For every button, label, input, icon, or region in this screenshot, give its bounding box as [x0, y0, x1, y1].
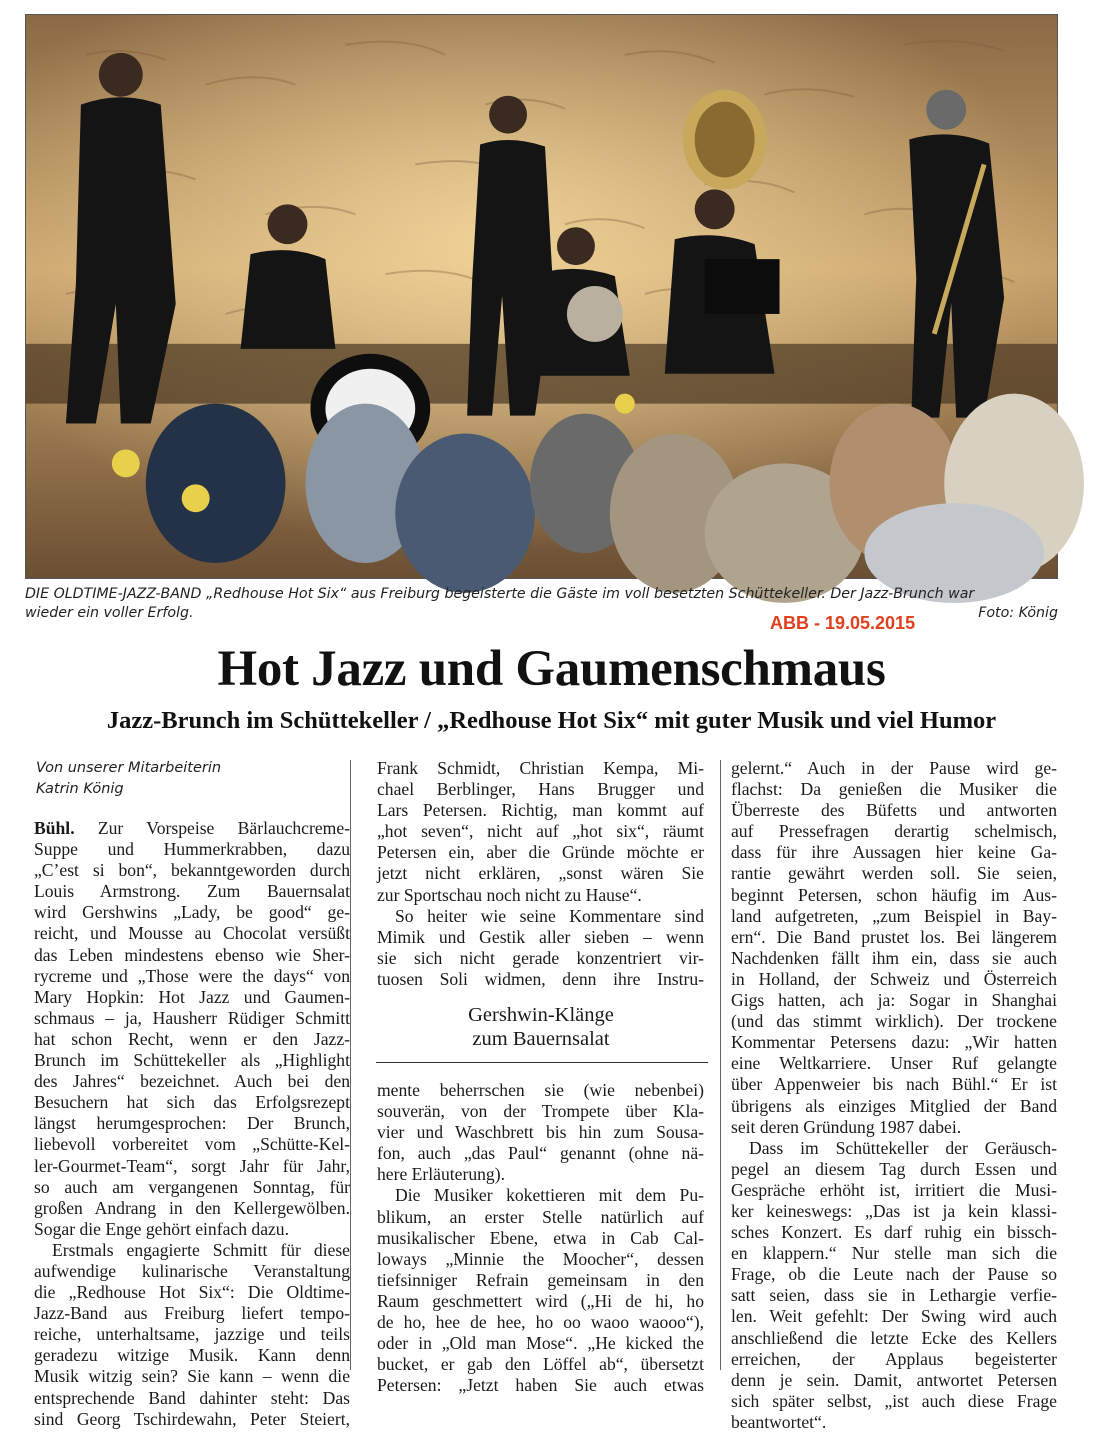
article-line: Gigs hatten, ach ja: Sogar in Shanghai: [731, 990, 1057, 1011]
article-line: rycreme und „Those were the days“ von: [34, 965, 350, 986]
article-line: land aufgetreten, „zum Beispiel in Bay-: [731, 905, 1057, 926]
pull-quote: [376, 1003, 706, 1051]
article-line: eine Weltkarriere. Unser Ruf gelangte: [731, 1053, 1057, 1074]
article-line: „C’est si bon“, bekanntgeworden durch: [34, 860, 350, 881]
article-line: musikalischer Ebene, etwa in Cab Cal-: [377, 1227, 704, 1248]
article-line: übrigens als einziges Mitglied der Band: [731, 1095, 1057, 1116]
article-line: fon, auch „das Paul“ genannt (ohne nä-: [377, 1143, 704, 1164]
byline: [36, 758, 221, 800]
pull-quote-rule: [376, 1062, 708, 1063]
article-line: chael Berblinger, Hans Brugger und: [377, 779, 704, 800]
column-divider: [350, 760, 351, 1370]
article-line: in Holland, der Schweiz und Österreich: [731, 968, 1057, 989]
article-line: aufwendige kulinarische Veranstaltung: [34, 1260, 350, 1281]
article-line: Suppe und Hummerkrabben, dazu: [34, 839, 350, 860]
band-photo: [25, 14, 1058, 579]
article-line: blikum, an erster Stelle natürlich auf: [377, 1206, 704, 1227]
article-line: len. Weit gefehlt: Der Swing wird auch: [731, 1306, 1057, 1327]
article-line: Dass im Schüttekeller der Geräusch-: [749, 1137, 1057, 1158]
article-line: so auch am vergangenen Sonntag, für: [34, 1176, 350, 1197]
article-line: beginnt Petersen, schon häufig im Aus-: [731, 884, 1057, 905]
article-line: Brunch im Schüttekeller als „Highlight: [34, 1050, 350, 1071]
article-line: souverän, von der Trompete über Kla-: [377, 1101, 704, 1122]
article-line: sches Konzert. Es darf ruhig ein bissch-: [731, 1222, 1057, 1243]
article-column-2-bottom: [377, 1080, 704, 1396]
article-line: über Appenweier bis nach Bühl.“ Er ist: [731, 1074, 1057, 1095]
article-line: „hot seven“, nicht auf „hot six“, räumt: [377, 821, 704, 842]
article-line: ler-Gourmet-Team“, sorgt Jahr für Jahr,: [34, 1155, 350, 1176]
article-line: Petersen ein, aber die Gründe möchte er: [377, 842, 704, 863]
archive-stamp: ABB - 19.05.2015: [770, 613, 916, 633]
article-line: Überreste des Büfetts und antworten: [731, 800, 1057, 821]
article-line: sie sich nicht gerade konzentriert vir-: [377, 947, 704, 968]
article-line: Sogar die Enge gehört einfach dazu.: [34, 1218, 290, 1239]
article-line: denn je sein. Damit, antwortet Petersen: [731, 1369, 1057, 1390]
article-line: flachst: Da genießen die Musiker die: [731, 779, 1057, 800]
article-line: tuosen Soli widmen, denn ihre Instru-: [377, 968, 704, 989]
band-photo-icon: [26, 15, 1057, 578]
article-line: beantwortet“.: [731, 1411, 827, 1432]
article-line: anschließend die letzte Ecke des Kellers: [731, 1327, 1057, 1348]
photo-credit: Foto: König: [978, 605, 1058, 621]
article-line: en klappern.“ Nur stelle man sich die: [731, 1243, 1057, 1264]
article-line: gelernt.“ Auch in der Pause wird ge-: [731, 758, 1057, 778]
article-line: Jazz-Band aus Freiburg liefert tempo-: [34, 1303, 350, 1324]
article-line: zur Sportschau noch nicht zu Hause“.: [377, 884, 642, 905]
article-line: Frage, ob die Leute nach der Pause so: [731, 1264, 1057, 1285]
article-line: So heiter wie seine Kommentare sind: [395, 905, 704, 926]
column-divider: [720, 760, 721, 1370]
article-line: sind Georg Tschirdewahn, Peter Steiert,: [34, 1408, 350, 1429]
article-line: Mimik und Gestik aller sieben – wenn: [377, 926, 704, 947]
article-line: rantie gewährt werden soll. Sie seien,: [731, 863, 1057, 884]
article-line: sich später selbst, „ist auch diese Frage: [731, 1390, 1057, 1411]
article-line: satt seien, dass sie in Lethargie verfie-: [731, 1285, 1057, 1306]
caption-line: wieder ein voller Erfolg.: [25, 605, 194, 621]
byline-author: Katrin König: [36, 781, 124, 797]
article-column-2-top: [377, 758, 704, 990]
pull-quote-line: Gershwin-Klänge: [468, 1004, 614, 1026]
article-line: auf Pressefragen derartig schelmisch,: [731, 821, 1057, 842]
article-line: Die Musiker kokettieren mit dem Pu-: [395, 1185, 704, 1206]
article-line: loways „Minnie the Moocher“, dessen: [377, 1248, 704, 1269]
article-line: Lars Petersen. Richtig, man kommt auf: [377, 800, 704, 821]
article-line: das Leben mindestens ebenso wie Sher-: [34, 944, 350, 965]
article-line: Kommentar Petersens dazu: „Wir hatten: [731, 1032, 1057, 1053]
article-line: reicht, und Mousse au Chocolat versüßt: [34, 923, 350, 944]
article-line: Mary Hopkin: Hot Jazz und Gaumen-: [34, 986, 350, 1007]
byline-role: Von unserer Mitarbeiterin: [36, 760, 222, 776]
article-line: des Jahres“ bezeichnet. Auch bei den: [34, 1071, 350, 1092]
article-line: entsprechende Band dahinter steht: Das: [34, 1387, 350, 1408]
headline: Hot Jazz und Gaumenschmaus: [217, 641, 886, 697]
subheadline: Jazz-Brunch im Schüttekeller / „Redhouse Hot Six“ mit guter Musik und viel Humor: [106, 707, 997, 734]
article-line: oder in „Old man Mose“. „He kicked the: [377, 1333, 704, 1354]
article-line: längst herumgesprochen: Der Brunch,: [34, 1113, 350, 1134]
article-line: dass für ihre Aussagen hier keine Ga-: [731, 842, 1057, 863]
article-line: ern“. Die Band prustet los. Bei längerem: [731, 926, 1057, 947]
article-line: ker keineswegs: „Das ist ja kein klassi-: [731, 1200, 1057, 1221]
article-line: (und das stimmt wirklich). Der trockene: [731, 1011, 1057, 1032]
article-line: jetzt nicht erklären, „sonst wären Sie: [377, 863, 704, 884]
article-line: liebevoll vorbereitet vom „Schütte-Kel-: [34, 1134, 350, 1155]
article-line: seit deren Gründung 1987 dabei.: [731, 1116, 962, 1137]
article-line: Besuchern hat sich das Erfolgsrezept: [34, 1092, 350, 1113]
article-line: Gespräche erhöht ist, irritiert die Musi-: [731, 1179, 1057, 1200]
article-line: Musik witzig sein? Sie kann – wenn die: [34, 1366, 350, 1387]
article-line: here Erläuterung).: [377, 1164, 505, 1185]
article-line-text: Zur Vorspeise Bärlauchcreme-: [74, 818, 350, 838]
pull-quote-line: zum Bauernsalat: [472, 1028, 610, 1050]
caption-line: DIE OLDTIME-JAZZ-BAND „Redhouse Hot Six“ aus Freiburg begeisterte die Gäste im voll besetzten Schüttekeller. Der Jazz-Brunch war: [25, 586, 975, 602]
article-line: reiche, unterhaltsame, jazzige und teils: [34, 1324, 350, 1345]
article-line: de ho, hee de hee, ho oo waoo waooo“),: [377, 1312, 704, 1333]
article-column-1: [34, 818, 350, 1430]
article-line: die „Redhouse Hot Six“: Die Oldtime-: [34, 1282, 350, 1303]
article-line: vier und Waschbrett bis hin zum Sousa-: [377, 1122, 704, 1143]
article-line: hat schon Recht, wenn er den Jazz-: [34, 1028, 350, 1049]
article-line: mente beherrschen sie (wie nebenbei): [377, 1080, 704, 1100]
article-line: Louis Armstrong. Zum Bauernsalat: [34, 881, 350, 902]
article-line: schmaus – ja, Hausherr Rüdiger Schmitt: [34, 1007, 350, 1028]
article-line: [34, 818, 350, 839]
article-line: großen Andrang in den Kellergewölben.: [34, 1197, 350, 1218]
article-line: wird Gershwins „Lady, be good“ ge-: [34, 902, 350, 923]
article-line: Erstmals engagierte Schmitt für diese: [52, 1239, 350, 1260]
article-line: geradezu witzige Musik. Kann denn: [34, 1345, 350, 1366]
article-line: Raum geschmettert wird („Hi de hi, ho: [377, 1290, 704, 1311]
article-line: pegel an diesem Tag durch Essen und: [731, 1158, 1057, 1179]
article-line: Frank Schmidt, Christian Kempa, Mi-: [377, 758, 704, 778]
article-line: Petersen: „Jetzt haben Sie auch etwas: [377, 1375, 704, 1396]
article-line: erreichen, der Applaus begeisterter: [731, 1348, 1057, 1369]
article-line: bucket, er gab den Löffel ab“, übersetzt: [377, 1354, 704, 1375]
article-line: tiefsinniger Refrain gemeinsam in den: [377, 1269, 704, 1290]
article-line: Nachdenken fällt ihm ein, dass sie auch: [731, 947, 1057, 968]
dateline: Bühl.: [34, 818, 75, 838]
article-column-3: [731, 758, 1057, 1433]
